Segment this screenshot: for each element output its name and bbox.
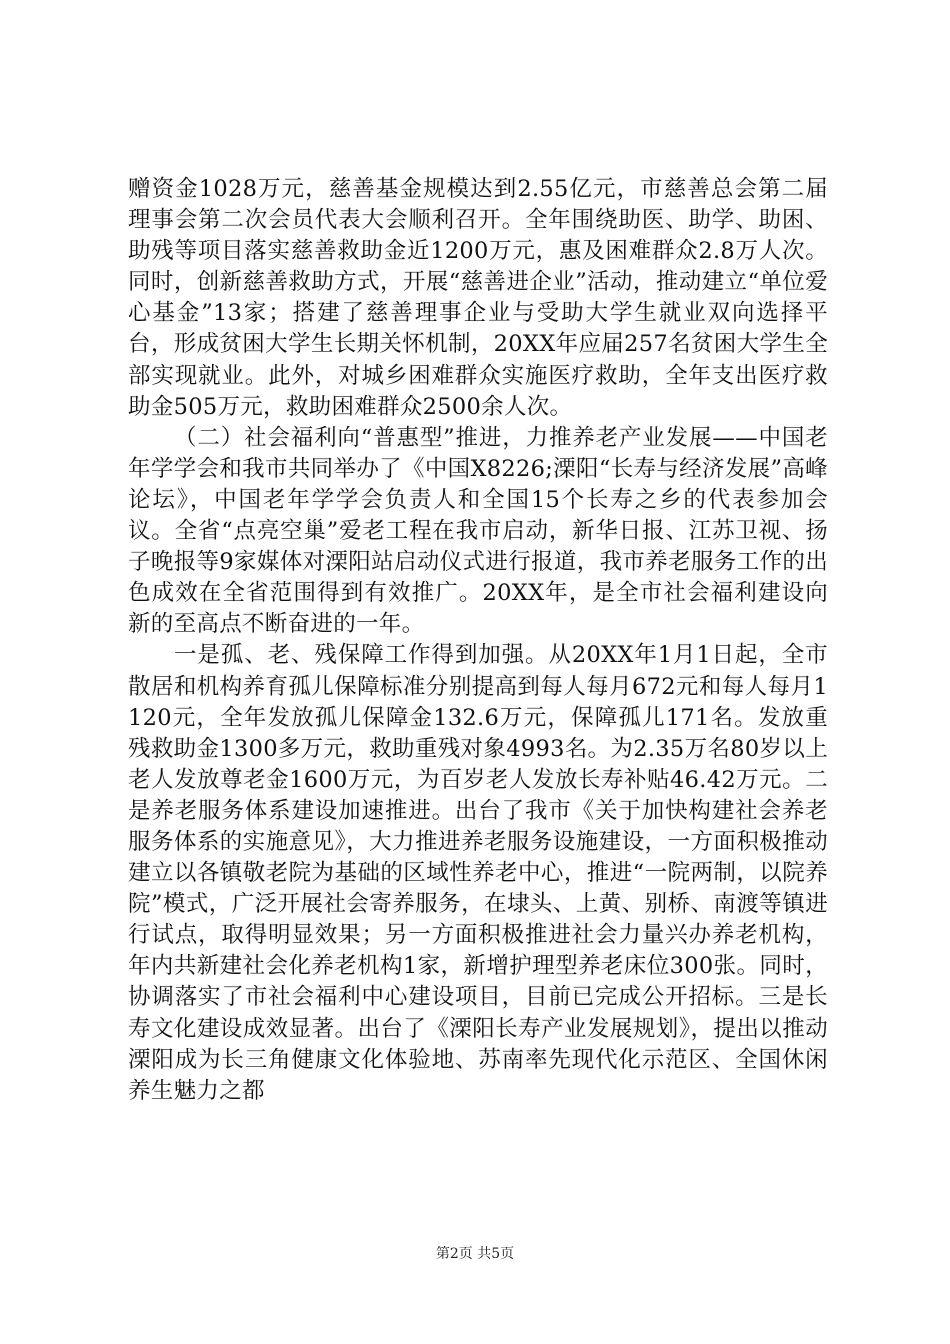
paragraph-charity-fund: 赠资金1028万元，慈善基金规模达到2.55亿元，市慈善总会第二届理事会第二次会员代表大会顺利召开。全年围绕助医、助学、助困、助残等项目落实慈善救助金近1200万元，惠及困难群众2.8万人次。同时，创新慈善救助方式，开展“慈善进企业”活动，推动建立“单位爱心基金”13家；搭建了慈善理事企业与受助大学生就业双向选择平台，形成贫困大学生长期关怀机制，20XX年应届257名贫困大学生全部实现就业。此外，对城乡困难群众实施医疗救助，全年支出医疗救助金505万元，救助困难群众2500余人次。 [128, 176, 828, 420]
page-number-footer: 第2页 共5页 [435, 1246, 515, 1262]
document-body [128, 174, 828, 1107]
paragraph-social-welfare: （二）社会福利向“普惠型”推进，力推养老产业发展——中国老年学学会和我市共同举办了《中国X8226;溧阳“长寿与经济发展”高峰论坛》，中国老年学学会负责人和全国15个长寿之乡的代表参加会议。全省“点亮空巢”爱老工程在我市启动，新华日报、江苏卫视、扬子晚报等9家媒体对溧阳站启动仪式进行报道，我市养老服务工作的出色成效在全省范围得到有效推广。20XX年，是全市社会福利建设向新的至高点不断奋进的一年。 [128, 424, 828, 638]
paragraph-elderly-care: 一是孤、老、残保障工作得到加强。从20XX年1月1日起，全市散居和机构养育孤儿保障标准分别提高到每人每月672元和每人每月1120元，全年发放孤儿保障金132.6万元，保障孤儿171名。发放重残救助金1300多万元，救助重残对象4993名。为2.35万名80岁以上老人发放尊老金1600万元，为百岁老人发放长寿补贴46.42万元。二是养老服务体系建设加速推进。出台了我市《关于加快构建社会养老服务体系的实施意见》，大力推进养老服务设施建设，一方面积极推动建立以各镇敬老院为基础的区域性养老中心，推进“一院两制，以院养院”模式，广泛开展社会寄养服务，在埭头、上黄、别桥、南渡等镇进行试点，取得明显效果；另一方面积极推进社会力量兴办养老机构，年内共新建社会化养老机构1家，新增护理型养老床位300张。同时，协调落实了市社会福利中心建设项目，目前已完成公开招标。三是长寿文化建设成效显著。出台了《溧阳长寿产业发展规划》，提出以推动溧阳成为长三角健康文化体验地、苏南率先现代化示范区、全国休闲养生魅力之都 [128, 642, 828, 1104]
